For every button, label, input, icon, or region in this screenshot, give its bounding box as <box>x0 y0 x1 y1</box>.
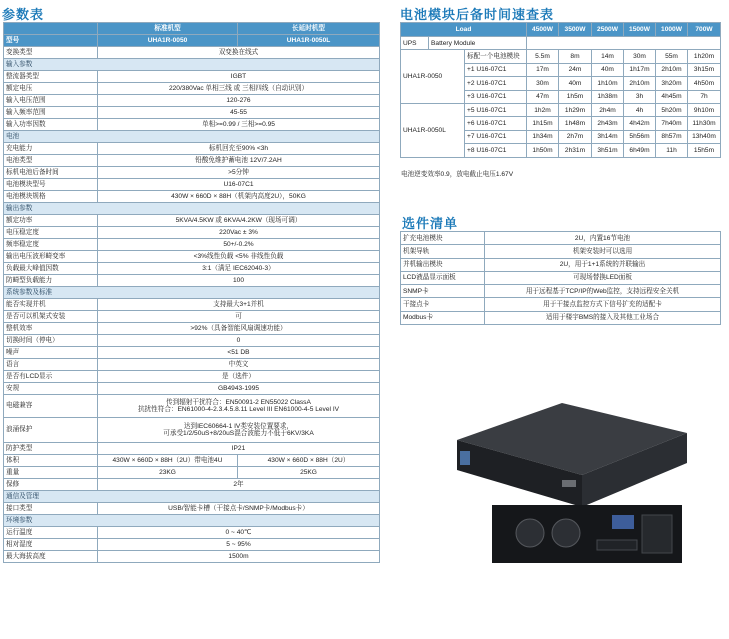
battery-time-cell: 4h45m <box>656 90 688 103</box>
battery-time-cell: 3h15m <box>688 63 721 76</box>
option-description: 2U，用于1+1系统的并联输出 <box>485 258 721 271</box>
spec-row <box>4 143 380 155</box>
spec-header-long: 长延时机型 <box>238 23 380 35</box>
battery-time-cell: 1h10m <box>592 77 624 90</box>
option-name: SNMP卡 <box>401 285 485 298</box>
spec-table <box>3 22 380 563</box>
spec-row-value-line-2: 可承受1/2/50uS+8/20uS混合波能力不低于6KV/3KA <box>163 430 314 437</box>
ups-port-strip <box>597 540 637 550</box>
battery-time-cell: 1h20m <box>688 50 721 63</box>
spec-row-label: 防护类型 <box>4 443 98 455</box>
battery-time-cell: 1h29m <box>559 103 592 116</box>
spec-model-long: UHA1R-0050L <box>238 35 380 47</box>
spec-row-value <box>98 418 380 443</box>
spec-row-label: 输入频率范围 <box>4 107 98 119</box>
spec-row <box>4 263 380 275</box>
spec-row-label: 能否实现并机 <box>4 299 98 311</box>
spec-row <box>4 167 380 179</box>
spec-row-value-long: 25KG <box>238 467 380 479</box>
battery-header-power: 700W <box>688 23 721 37</box>
option-row <box>401 232 721 245</box>
battery-ups-label: UPS <box>401 37 429 50</box>
spec-row <box>4 299 380 311</box>
option-name: 干接点卡 <box>401 298 485 311</box>
battery-time-cell: 1h48m <box>559 117 592 130</box>
spec-row-value: 2年 <box>98 479 380 491</box>
option-description: 机架安装时可以选用 <box>485 245 721 258</box>
battery-time-cell: 30m <box>527 77 559 90</box>
battery-module-cell: +2 U16-07C1 <box>465 77 527 90</box>
battery-time-cell: 5.5m <box>527 50 559 63</box>
spec-row <box>4 155 380 167</box>
battery-time-cell: 1h15m <box>527 117 559 130</box>
battery-time-cell: 2h31m <box>559 144 592 157</box>
spec-row-value-std: 23KG <box>98 467 238 479</box>
spec-row-value: 5KVA/4.5KW 或 6KVA/4.2KW（现场可调） <box>98 215 380 227</box>
spec-section-label: 通信及管理 <box>4 491 380 503</box>
spec-section-label: 电池 <box>4 131 380 143</box>
spec-row <box>4 383 380 395</box>
spec-row-value: 430W × 660D × 88H（机架内高度2U），50KG <box>98 191 380 203</box>
battery-module-cell: +3 U16-07C1 <box>465 90 527 103</box>
spec-section-row <box>4 131 380 143</box>
battery-time-cell: 1h38m <box>592 90 624 103</box>
spec-row <box>4 527 380 539</box>
spec-row-value: IP21 <box>98 443 380 455</box>
spec-header-blank <box>4 23 98 35</box>
spec-section-row <box>4 491 380 503</box>
spec-row-value: 5 ~ 95% <box>98 539 380 551</box>
battery-time-cell: 14m <box>592 50 624 63</box>
spec-row-value: 45-55 <box>98 107 380 119</box>
option-row <box>401 245 721 258</box>
battery-time-cell: 3h51m <box>592 144 624 157</box>
spec-row <box>4 551 380 563</box>
spec-section-row <box>4 59 380 71</box>
option-name: LCD液晶显示面板 <box>401 271 485 284</box>
spec-row-label: 频率稳定度 <box>4 239 98 251</box>
spec-row-label: 噪声 <box>4 347 98 359</box>
spec-row-label: 电压稳定度 <box>4 227 98 239</box>
spec-row-label: 整流器类型 <box>4 71 98 83</box>
spec-row-label: 电磁兼容 <box>4 395 98 418</box>
spec-row <box>4 179 380 191</box>
spec-row-value: 单相>=0.99 / 三相>=0.95 <box>98 119 380 131</box>
spec-row-label: 体积 <box>4 455 98 467</box>
battery-time-cell: 2h10m <box>656 63 688 76</box>
battery-time-cell: 1h34m <box>527 130 559 143</box>
spec-row-value <box>98 395 380 418</box>
spec-row-label: 相对湿度 <box>4 539 98 551</box>
battery-time-cell: 5h20m <box>656 103 688 116</box>
battery-note: 电池逆变效率0.9，放电截止电压1.67V <box>401 171 514 178</box>
ups-display-panel <box>562 480 576 487</box>
spec-row <box>4 395 380 418</box>
option-row <box>401 311 721 324</box>
spec-row <box>4 335 380 347</box>
spec-model-std: UHA1R-0050 <box>98 35 238 47</box>
spec-row-label: 重量 <box>4 467 98 479</box>
battery-module-cell: 标配一个电池模块 <box>465 50 527 63</box>
spec-row-label: 是否有LCD显示 <box>4 371 98 383</box>
spec-row <box>4 227 380 239</box>
spec-section-row <box>4 515 380 527</box>
spec-row-label: 切换时间（停电） <box>4 335 98 347</box>
battery-model: UHA1R-0050 <box>401 50 465 104</box>
battery-module-label: Battery Module <box>429 37 527 50</box>
battery-time-cell: 1h50m <box>527 144 559 157</box>
spec-row-label: 保修 <box>4 479 98 491</box>
battery-subheader-row <box>401 37 721 50</box>
spec-row-value: GB4943-1995 <box>98 383 380 395</box>
spec-row-value: 0 <box>98 335 380 347</box>
spec-row <box>4 323 380 335</box>
battery-time-cell: 30m <box>624 50 656 63</box>
battery-time-cell: 17m <box>527 63 559 76</box>
spec-section-label: 输出参数 <box>4 203 380 215</box>
spec-row <box>4 275 380 287</box>
battery-time-cell: 11h <box>656 144 688 157</box>
spec-row-label: 最大海拔高度 <box>4 551 98 563</box>
spec-row-label: 输入功率因数 <box>4 119 98 131</box>
battery-module-cell: +6 U16-07C1 <box>465 117 527 130</box>
spec-row-label: 电池类型 <box>4 155 98 167</box>
ups-fan-2 <box>552 519 580 547</box>
spec-row-value: 1500m <box>98 551 380 563</box>
battery-time-cell: 8m <box>559 50 592 63</box>
spec-row-value: U16-07C1 <box>98 179 380 191</box>
battery-time-cell: 3h <box>624 90 656 103</box>
battery-time-cell: 13h40m <box>688 130 721 143</box>
battery-time-cell: 2h10m <box>624 77 656 90</box>
spec-row <box>4 311 380 323</box>
spec-row <box>4 119 380 131</box>
battery-time-cell: 2h43m <box>592 117 624 130</box>
spec-section-label: 环境参数 <box>4 515 380 527</box>
battery-row <box>401 103 721 116</box>
option-name: 并机输出模块 <box>401 258 485 271</box>
spec-row-label: 充电能力 <box>4 143 98 155</box>
battery-time-cell: 15h5m <box>688 144 721 157</box>
spec-row <box>4 191 380 203</box>
option-description: 适用于楼宇BMS的接入及其他工业场合 <box>485 311 721 324</box>
battery-time-cell: 2h7m <box>559 130 592 143</box>
spec-row-label: 输出电压波形畸变率 <box>4 251 98 263</box>
spec-row <box>4 503 380 515</box>
battery-row <box>401 50 721 63</box>
spec-header-row <box>4 23 380 35</box>
spec-row-label: 电池模块规格 <box>4 191 98 203</box>
battery-time-cell: 1h5m <box>559 90 592 103</box>
spec-row-label: 是否可以机架式安装 <box>4 311 98 323</box>
spec-row-label: 防畸型负载能力 <box>4 275 98 287</box>
spec-row-label: 运行温度 <box>4 527 98 539</box>
battery-module-cell: +8 U16-07C1 <box>465 144 527 157</box>
spec-row-value-long: 430W × 660D × 88H（2U） <box>238 455 380 467</box>
option-row <box>401 298 721 311</box>
battery-header-power: 4500W <box>527 23 559 37</box>
battery-header-power: 2500W <box>592 23 624 37</box>
spec-row-label: 输入电压范围 <box>4 95 98 107</box>
spec-row <box>4 371 380 383</box>
spec-row-value: 220Vac ± 3% <box>98 227 380 239</box>
spec-row-label: 额定电压 <box>4 83 98 95</box>
spec-row <box>4 443 380 455</box>
battery-header-power: 1500W <box>624 23 656 37</box>
battery-module-cell: +1 U16-07C1 <box>465 63 527 76</box>
spec-row-label: 变换类型 <box>4 47 98 59</box>
battery-time-cell: 4h <box>624 103 656 116</box>
spec-row <box>4 251 380 263</box>
battery-time-cell: 8h57m <box>656 130 688 143</box>
spec-row <box>4 239 380 251</box>
spec-row-value: USB/智能卡槽（干接点卡/SNMP卡/Modbus卡） <box>98 503 380 515</box>
spec-row <box>4 479 380 491</box>
spec-row-value: 220/380Vac 单相三线 或 三相四线（自动识别） <box>98 83 380 95</box>
spec-row <box>4 215 380 227</box>
spec-section-label: 输入参数 <box>4 59 380 71</box>
ups-fan-1 <box>516 519 544 547</box>
spec-row <box>4 95 380 107</box>
spec-row <box>4 539 380 551</box>
ups-logo-badge <box>460 451 470 465</box>
battery-time-cell: 24m <box>559 63 592 76</box>
spec-row-value: 100 <box>98 275 380 287</box>
spec-row-value-line-1: 达到IEC60664-1 IV类安装位置要求， <box>183 422 294 430</box>
spec-model-label: 型号 <box>4 35 98 47</box>
option-description: 用于干接点监控方式下信号扩充的适配卡 <box>485 298 721 311</box>
ups-product-image <box>452 395 692 570</box>
spec-row-value: <51 DB <box>98 347 380 359</box>
spec-row-value: 铅酸免维护蓄电池 12V/7.2AH <box>98 155 380 167</box>
battery-time-cell: 40m <box>559 77 592 90</box>
battery-time-cell: 40m <box>592 63 624 76</box>
battery-table <box>400 22 721 158</box>
spec-row <box>4 71 380 83</box>
option-row <box>401 258 721 271</box>
battery-title: 电池模块后备时间速查表 <box>400 7 555 22</box>
options-title: 选件清单 <box>402 216 459 231</box>
spec-row <box>4 467 380 479</box>
battery-time-cell: 1h17m <box>624 63 656 76</box>
ups-connector-panel <box>612 515 634 529</box>
spec-row-label: 额定功率 <box>4 215 98 227</box>
spec-row-label: 整机效率 <box>4 323 98 335</box>
ups-terminal-block <box>642 515 672 553</box>
spec-row-value: 双变换在线式 <box>98 47 380 59</box>
spec-row <box>4 83 380 95</box>
spec-row-label: 电池模块型号 <box>4 179 98 191</box>
spec-model-row <box>4 35 380 47</box>
battery-time-cell: 55m <box>656 50 688 63</box>
spec-row-value-std: 430W × 660D × 88H（2U）带电池4U <box>98 455 238 467</box>
battery-model: UHA1R-0050L <box>401 103 465 157</box>
spec-row-value: 标机回充至90% <3h <box>98 143 380 155</box>
option-description: 可现场替换LED面板 <box>485 271 721 284</box>
battery-time-cell: 7h <box>688 90 721 103</box>
spec-row-value-line-2: 抗扰性符合：EN61000-4-2.3.4.5.8.11 Level III EN61000-4-5 Level IV <box>137 406 340 413</box>
battery-time-cell: 4h42m <box>624 117 656 130</box>
spec-row <box>4 347 380 359</box>
spec-row <box>4 455 380 467</box>
battery-time-cell: 6h49m <box>624 144 656 157</box>
spec-row <box>4 359 380 371</box>
spec-row-label: 安规 <box>4 383 98 395</box>
spec-row-value: 中英文 <box>98 359 380 371</box>
option-name: Modbus卡 <box>401 311 485 324</box>
battery-time-cell: 3h20m <box>656 77 688 90</box>
battery-time-cell: 7h40m <box>656 117 688 130</box>
battery-header-row <box>401 23 721 37</box>
spec-row-value: 50+/-0.2% <box>98 239 380 251</box>
battery-time-cell: 9h10m <box>688 103 721 116</box>
spec-row <box>4 107 380 119</box>
battery-time-cell: 2h4m <box>592 103 624 116</box>
battery-header-power: 1000W <box>656 23 688 37</box>
spec-row-value: >92%（具备智能风扇调速功能） <box>98 323 380 335</box>
spec-row-value: 是（选件） <box>98 371 380 383</box>
spec-row-label: 负载最大峰值因数 <box>4 263 98 275</box>
spec-row-label: 标机电池后备时间 <box>4 167 98 179</box>
battery-time-cell: 47m <box>527 90 559 103</box>
battery-module-cell: +5 U16-07C1 <box>465 103 527 116</box>
battery-time-cell: 3h14m <box>592 130 624 143</box>
battery-time-cell: 1h2m <box>527 103 559 116</box>
spec-row-value: 120-276 <box>98 95 380 107</box>
spec-row <box>4 47 380 59</box>
spec-row-value-line-1: 传到辐射干扰符合：EN50091-2 EN55022 ClassA <box>166 398 311 406</box>
spec-section-row <box>4 287 380 299</box>
spec-header-std: 标准机型 <box>98 23 238 35</box>
spec-row-value: <3%线性负载 <5% 非线性负载 <box>98 251 380 263</box>
spec-row-value: IGBT <box>98 71 380 83</box>
spec-row-label: 接口类型 <box>4 503 98 515</box>
option-description: 用于远程基于TCP/IP的Web监控，支持远程安全关机 <box>485 285 721 298</box>
spec-row-label: 语言 <box>4 359 98 371</box>
spec-row-value: 支持最大3+1并机 <box>98 299 380 311</box>
battery-header-power: 3500W <box>559 23 592 37</box>
battery-time-cell: 5h56m <box>624 130 656 143</box>
spec-row-value: 可 <box>98 311 380 323</box>
spec-row <box>4 418 380 443</box>
spec-row-label: 浪涌保护 <box>4 418 98 443</box>
option-row <box>401 271 721 284</box>
option-description: 2U，内置16节电池 <box>485 232 721 245</box>
battery-header-load: Load <box>401 23 527 37</box>
spec-section-row <box>4 203 380 215</box>
spec-title: 参数表 <box>2 7 45 22</box>
spec-section-label: 系统参数及标准 <box>4 287 380 299</box>
option-row <box>401 285 721 298</box>
battery-module-cell: +7 U16-07C1 <box>465 130 527 143</box>
spec-row-value: 3:1（满足 IEC62040-3） <box>98 263 380 275</box>
battery-time-cell: 11h30m <box>688 117 721 130</box>
option-name: 机架导轨 <box>401 245 485 258</box>
option-name: 扩充电池模块 <box>401 232 485 245</box>
spec-row-value: >5分钟 <box>98 167 380 179</box>
spec-row-value: 0 ~ 40℃ <box>98 527 380 539</box>
battery-time-cell: 4h50m <box>688 77 721 90</box>
options-table <box>400 231 721 325</box>
